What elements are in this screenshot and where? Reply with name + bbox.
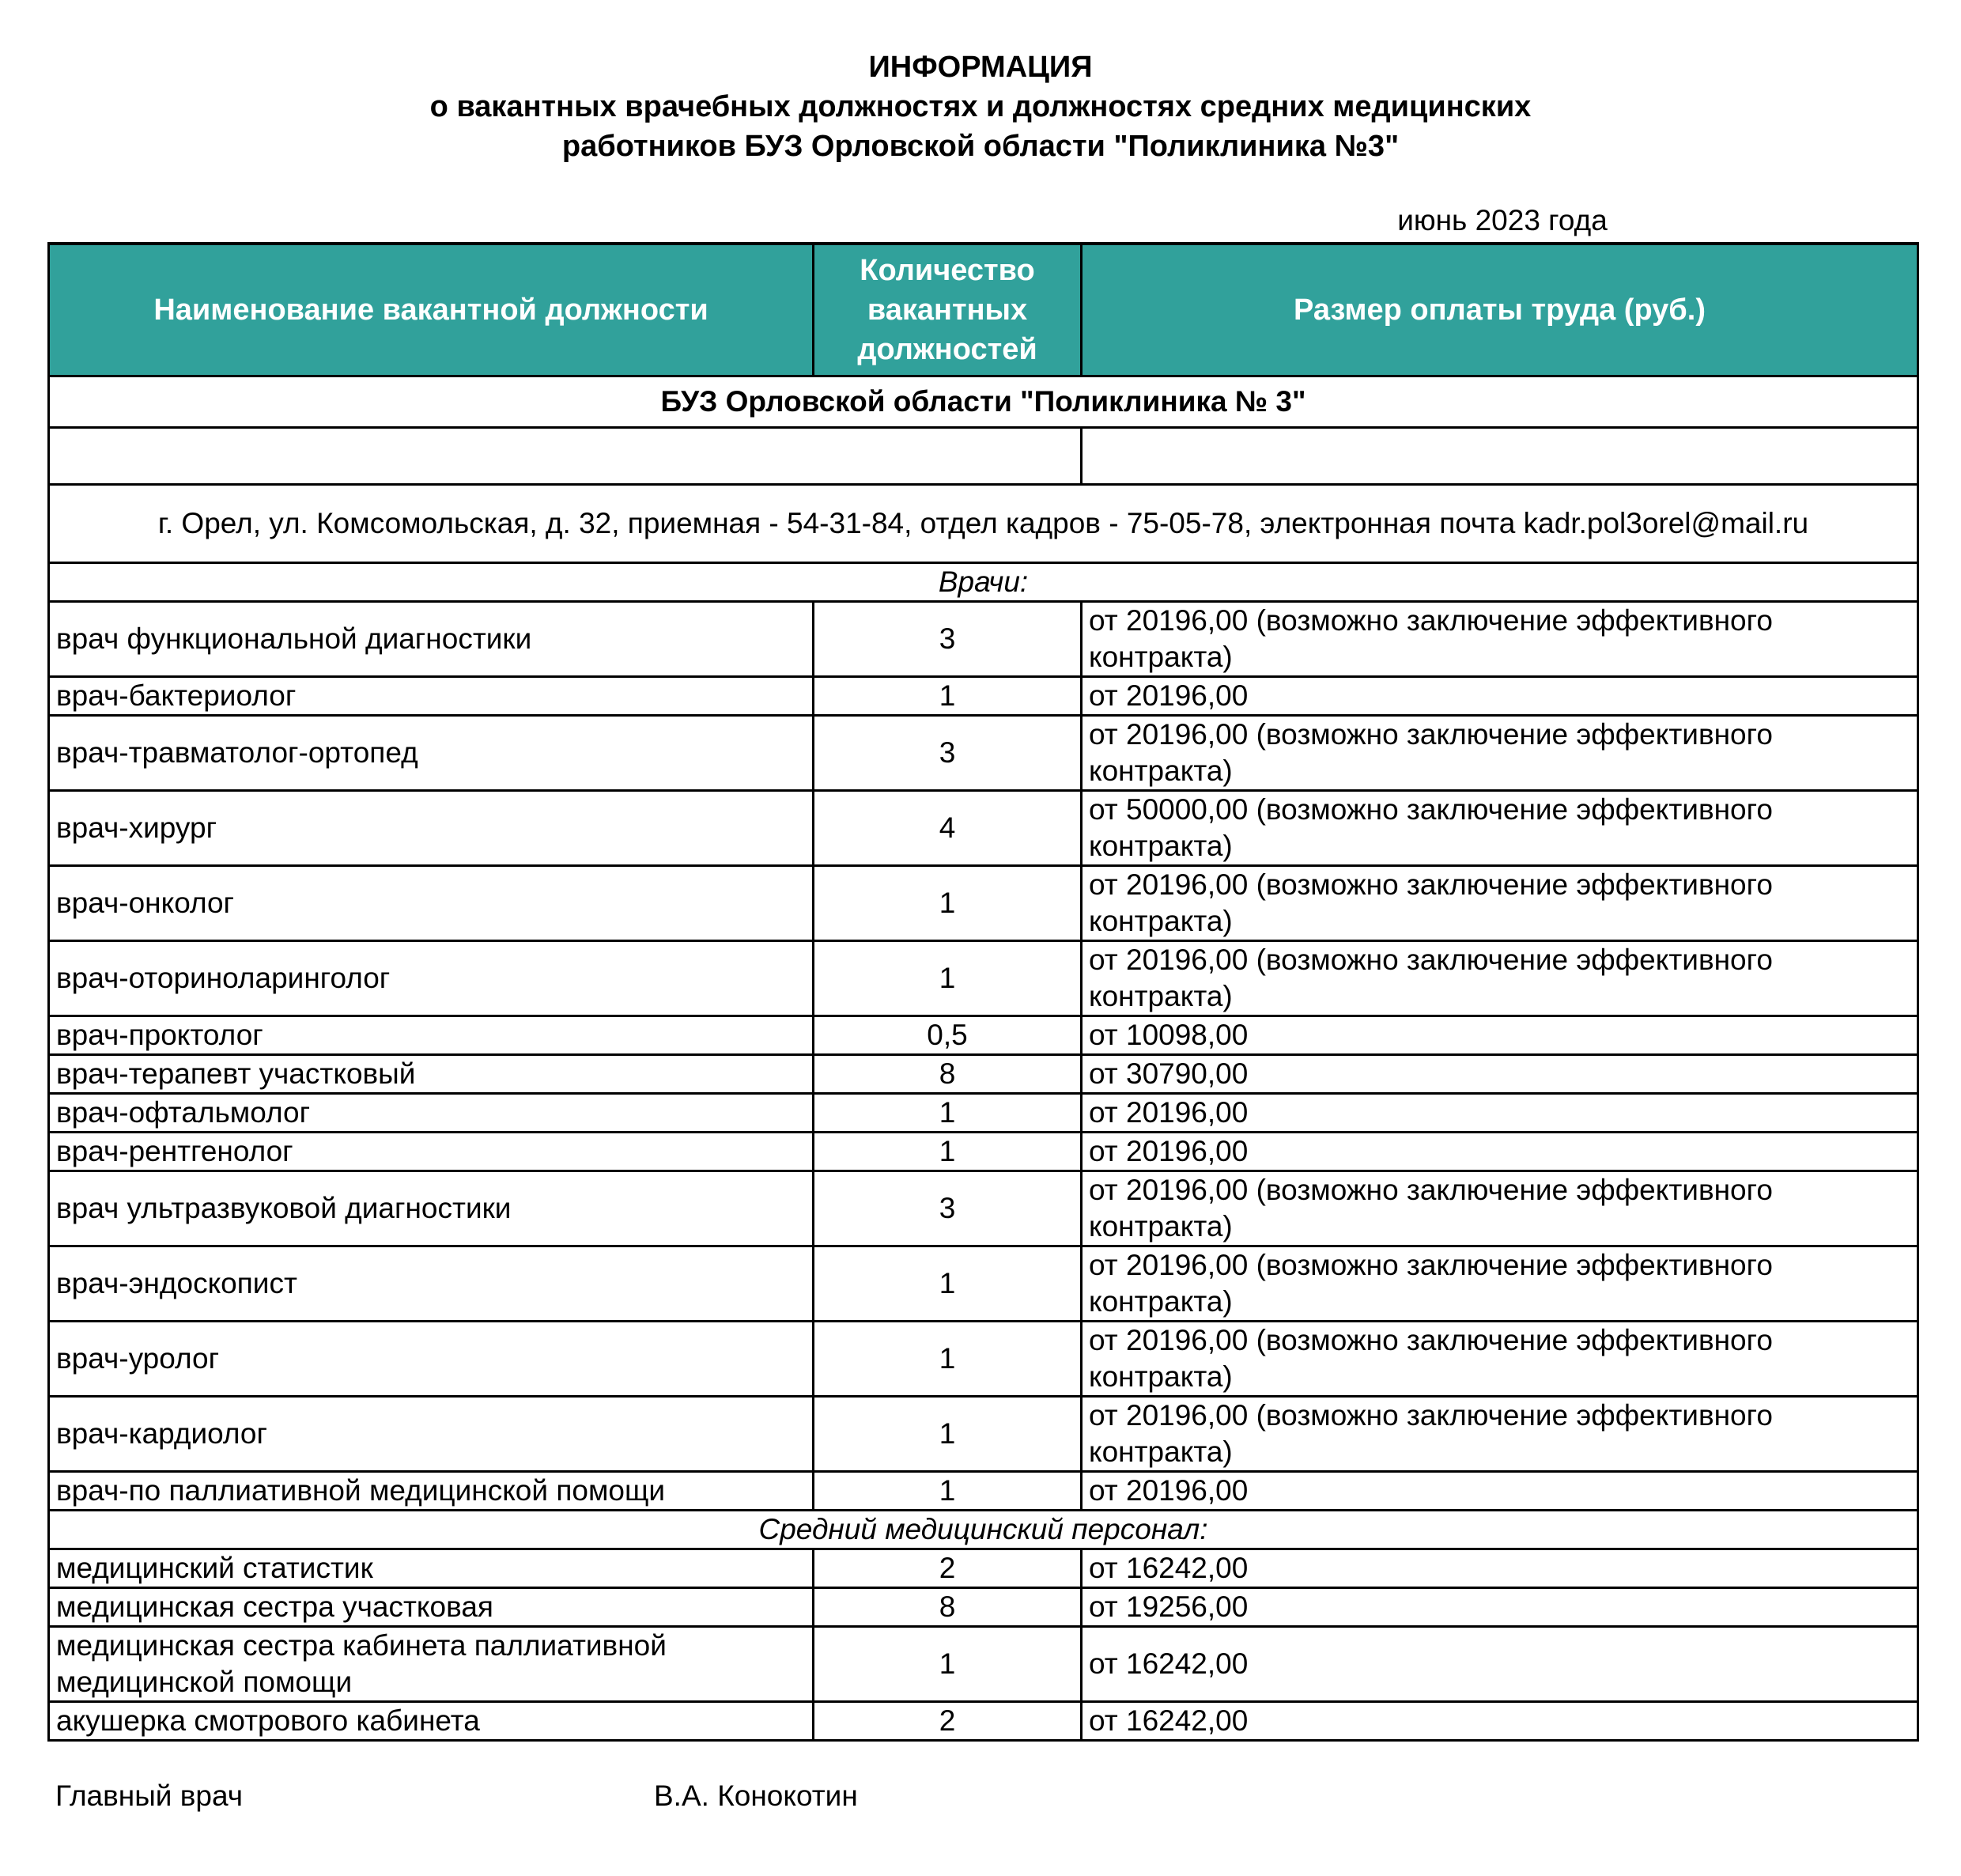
- col-header-count: [814, 244, 1082, 376]
- position-name: врач-хирург: [49, 791, 814, 866]
- position-name: [49, 1702, 814, 1741]
- position-name: [49, 1627, 814, 1702]
- position-name-line1: акушерка смотрового кабинета: [56, 1704, 480, 1737]
- report-date: июнь 2023 года: [1397, 204, 1608, 236]
- address-row: [49, 485, 1918, 563]
- salary-line1: от 20196,00: [1089, 1096, 1249, 1129]
- vacancy-count: 3: [814, 602, 1082, 677]
- vacancy-table: [47, 242, 1919, 1742]
- vacancy-count: 3: [814, 1171, 1082, 1246]
- signature-name: В.А. Конокотин: [654, 1780, 858, 1812]
- vacancy-count: 2: [814, 1702, 1082, 1741]
- org-row: [49, 376, 1918, 428]
- position-name: врач-травматолог-ортопед: [49, 716, 814, 791]
- salary-cell: [1082, 1246, 1918, 1322]
- table-row: [49, 1702, 1918, 1741]
- table-row: [49, 716, 1918, 791]
- position-name-line1: медицинский статистик: [56, 1552, 373, 1584]
- col-header-count-l3: должностей: [857, 333, 1037, 366]
- salary-cell: от 16242,00: [1082, 1549, 1918, 1588]
- table-header-row: [49, 244, 1918, 376]
- table-row: [49, 1094, 1918, 1133]
- vacancy-count: 0,5: [814, 1016, 1082, 1055]
- position-name: врач-рентгенолог: [49, 1133, 814, 1171]
- table-row: [49, 1171, 1918, 1246]
- vacancy-count: 2: [814, 1549, 1082, 1588]
- vacancy-count: 3: [814, 716, 1082, 791]
- doc-subtitle-line1: о вакантных врачебных должностях и должностях средних медицинских: [429, 90, 1532, 123]
- position-name-line1: медицинская сестра кабинета паллиативной: [56, 1629, 667, 1662]
- section-nurses-label: Средний медицинский персонал:: [49, 1511, 1918, 1549]
- vacancy-count: 1: [814, 677, 1082, 716]
- salary-line2: контракта): [1089, 1435, 1233, 1468]
- salary-line2: контракта): [1089, 1360, 1233, 1393]
- blank-cell-left: [49, 428, 1082, 485]
- salary-cell: [1082, 1133, 1918, 1171]
- salary-cell: от 16242,00: [1082, 1702, 1918, 1741]
- doc-subtitle-line2: работников БУЗ Орловской области "Поликлиника №3": [561, 130, 1400, 163]
- salary-line1: от 50000,00 (возможно заключение эффективного: [1089, 793, 1773, 826]
- col-header-name: Наименование вакантной должности: [49, 244, 814, 376]
- section-row-nurses: [49, 1511, 1918, 1549]
- table-row: [49, 677, 1918, 716]
- salary-line1: от 20196,00 (возможно заключение эффективного: [1089, 718, 1773, 751]
- vacancy-count: 8: [814, 1588, 1082, 1627]
- table-row: [49, 602, 1918, 677]
- salary-cell: [1082, 866, 1918, 941]
- salary-line1: от 20196,00: [1089, 679, 1249, 712]
- organization-name: БУЗ Орловской области "Поликлиника № 3": [49, 376, 1918, 428]
- salary-cell: [1082, 1055, 1918, 1094]
- salary-line2: контракта): [1089, 755, 1233, 787]
- col-header-pay: Размер оплаты труда (руб.): [1082, 244, 1918, 376]
- position-name-line1: медицинская сестра участковая: [56, 1590, 493, 1623]
- salary-cell: [1082, 1016, 1918, 1055]
- salary-line2: контракта): [1089, 830, 1233, 862]
- table-row: [49, 1133, 1918, 1171]
- salary-line1: от 20196,00 (возможно заключение эффективного: [1089, 944, 1773, 976]
- position-name: врач-уролог: [49, 1322, 814, 1397]
- salary-line2: контракта): [1089, 980, 1233, 1012]
- vacancy-count: 1: [814, 866, 1082, 941]
- position-name: врач-терапевт участковый: [49, 1055, 814, 1094]
- position-name: врач ультразвуковой диагностики: [49, 1171, 814, 1246]
- vacancy-count: 1: [814, 941, 1082, 1016]
- salary-cell: [1082, 602, 1918, 677]
- table-row: [49, 1472, 1918, 1511]
- position-name: врач-эндоскопист: [49, 1246, 814, 1322]
- salary-line1: от 20196,00 (возможно заключение эффективного: [1089, 1174, 1773, 1206]
- salary-line2: контракта): [1089, 1285, 1233, 1318]
- section-doctors-label: Врачи:: [49, 563, 1918, 602]
- salary-line1: от 20196,00 (возможно заключение эффективного: [1089, 868, 1773, 901]
- salary-cell: от 16242,00: [1082, 1627, 1918, 1702]
- vacancy-count: 1: [814, 1322, 1082, 1397]
- section-row-doctors: [49, 563, 1918, 602]
- table-row: [49, 866, 1918, 941]
- table-row: [49, 1588, 1918, 1627]
- table-row: [49, 941, 1918, 1016]
- position-name: врач-по паллиативной медицинской помощи: [49, 1472, 814, 1511]
- salary-cell: [1082, 941, 1918, 1016]
- position-name: врач-оториноларинголог: [49, 941, 814, 1016]
- position-name: врач функциональной диагностики: [49, 602, 814, 677]
- doc-title: ИНФОРМАЦИЯ: [868, 51, 1093, 84]
- salary-line2: контракта): [1089, 905, 1233, 937]
- table-row: [49, 1016, 1918, 1055]
- blank-cell-right: [1082, 428, 1918, 485]
- salary-cell: [1082, 1094, 1918, 1133]
- salary-cell: [1082, 791, 1918, 866]
- blank-row: [49, 428, 1918, 485]
- contact-address: г. Орел, ул. Комсомольская, д. 32, приемная - 54-31-84, отдел кадров - 75-05-78, электронная почта kadr.pol3orel@mail.ru: [49, 485, 1918, 563]
- position-name-line2: медицинской помощи: [56, 1666, 353, 1698]
- vacancy-count: 1: [814, 1246, 1082, 1322]
- table-row: [49, 1322, 1918, 1397]
- col-header-count-l2: вакантных: [867, 293, 1028, 327]
- table-row: [49, 1055, 1918, 1094]
- salary-cell: [1082, 1322, 1918, 1397]
- salary-line1: от 20196,00: [1089, 1135, 1249, 1167]
- position-name: врач-бактериолог: [49, 677, 814, 716]
- table-row: [49, 1627, 1918, 1702]
- position-name: врач-онколог: [49, 866, 814, 941]
- salary-line2: контракта): [1089, 1210, 1233, 1242]
- salary-line1: от 20196,00 (возможно заключение эффективного: [1089, 1249, 1773, 1281]
- position-name: [49, 1588, 814, 1627]
- table-row: [49, 791, 1918, 866]
- vacancy-count: 1: [814, 1094, 1082, 1133]
- salary-cell: [1082, 677, 1918, 716]
- salary-line1: от 20196,00 (возможно заключение эффективного: [1089, 604, 1773, 637]
- vacancy-count: 1: [814, 1472, 1082, 1511]
- vacancy-count: 1: [814, 1133, 1082, 1171]
- position-name: [49, 1549, 814, 1588]
- salary-line1: от 20196,00 (возможно заключение эффективного: [1089, 1399, 1773, 1432]
- salary-line1: от 30790,00: [1089, 1057, 1249, 1090]
- position-name: врач-проктолог: [49, 1016, 814, 1055]
- salary-cell: [1082, 1397, 1918, 1472]
- salary-line1: от 20196,00: [1089, 1474, 1249, 1507]
- table-row: [49, 1246, 1918, 1322]
- table-row: [49, 1549, 1918, 1588]
- vacancy-count: 1: [814, 1627, 1082, 1702]
- col-header-count-l1: Количество: [860, 254, 1035, 287]
- vacancy-count: 1: [814, 1397, 1082, 1472]
- salary-line1: от 20196,00 (возможно заключение эффективного: [1089, 1324, 1773, 1356]
- position-name: врач-кардиолог: [49, 1397, 814, 1472]
- vacancy-count: 4: [814, 791, 1082, 866]
- position-name: врач-офтальмолог: [49, 1094, 814, 1133]
- salary-cell: [1082, 1171, 1918, 1246]
- table-row: [49, 1397, 1918, 1472]
- salary-line1: от 10098,00: [1089, 1019, 1249, 1051]
- salary-line2: контракта): [1089, 641, 1233, 673]
- salary-cell: [1082, 1472, 1918, 1511]
- signature-position: Главный врач: [55, 1780, 244, 1812]
- salary-cell: [1082, 716, 1918, 791]
- vacancy-count: 8: [814, 1055, 1082, 1094]
- salary-cell: от 19256,00: [1082, 1588, 1918, 1627]
